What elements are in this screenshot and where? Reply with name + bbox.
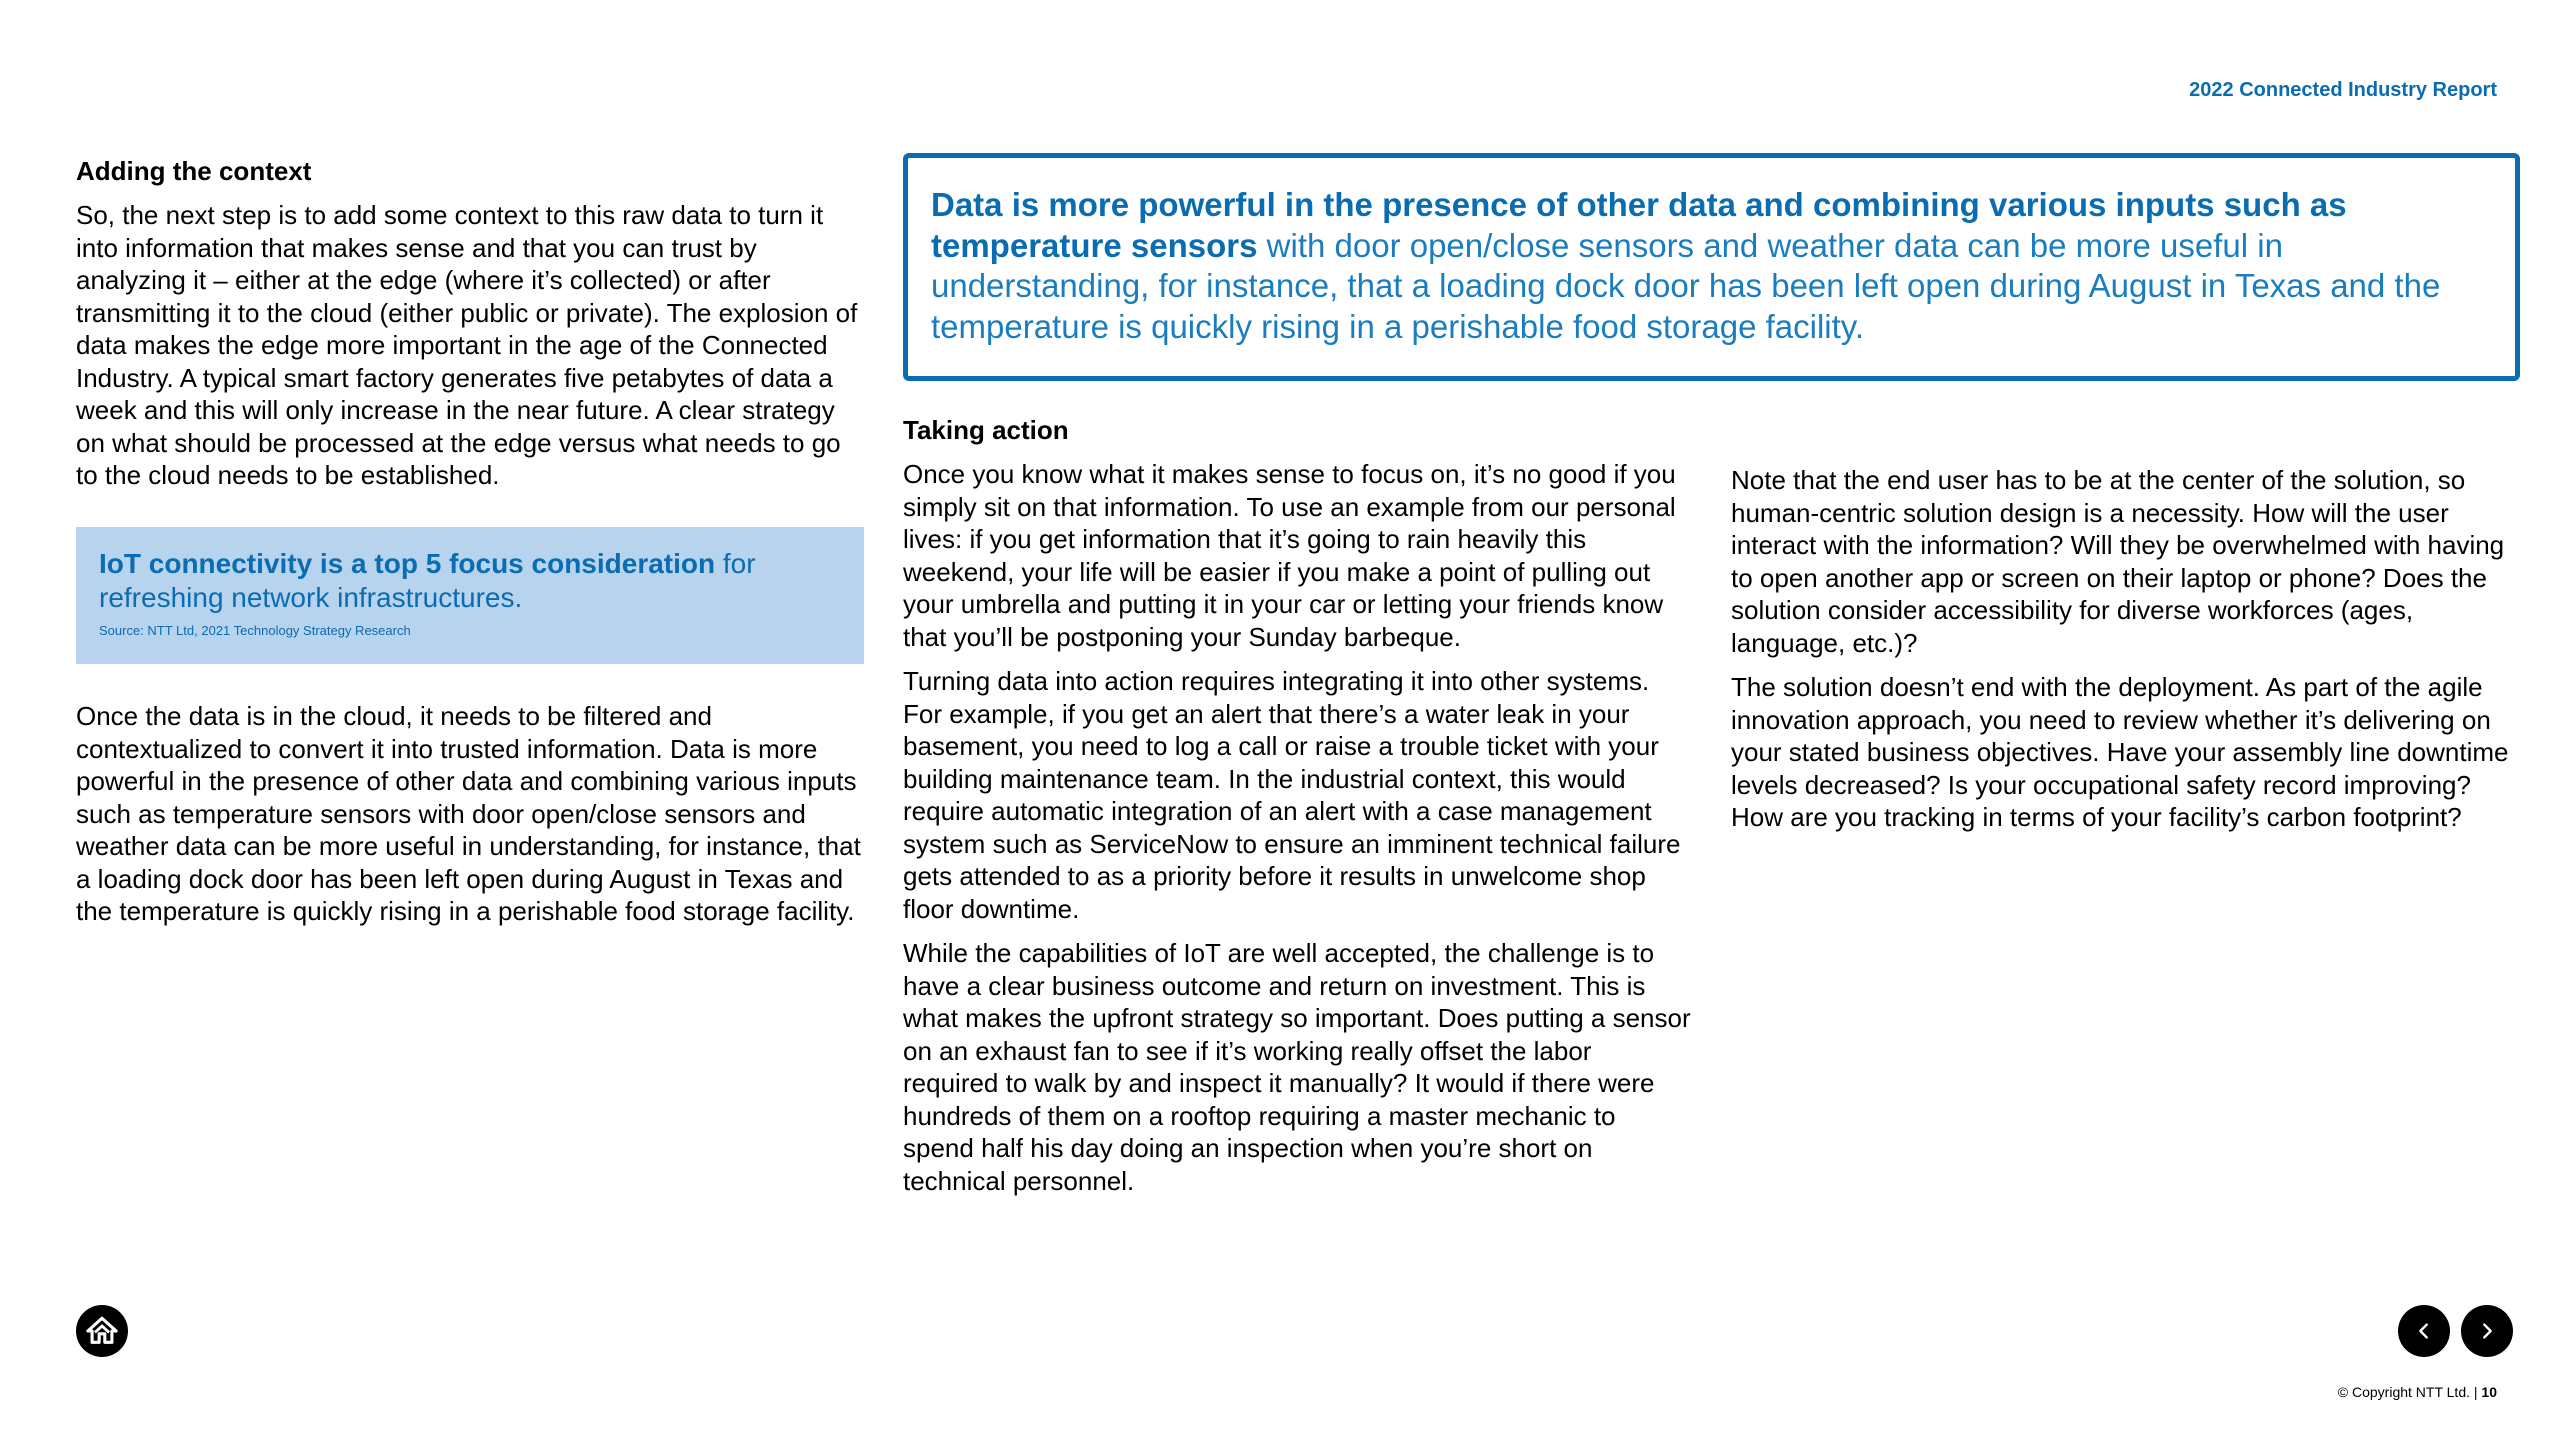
copyright-text: © Copyright NTT Ltd. | — [2337, 1384, 2482, 1400]
body-paragraph: Once you know what it makes sense to focus on, it’s no good if you simply sit on that information. To use an example from our personal lives: if you get information that it’s going to rain heavily this weekend, your life will be easier if you make a point of pulling out your umbrella and putting it in your car or letting your friends know that you’ll be postponing your Sunday barbeque. — [903, 459, 1676, 652]
body-paragraph: The solution doesn’t end with the deployment. As part of the agile innovation approach, you need to review whether it’s delivering on your stated business objectives. Have your assembly line downtime levels decreased? Is your occupational safety record improving? How are you tracking in terms of your facility’s carbon footprint? — [1731, 672, 2509, 832]
body-paragraph: So, the next step is to add some context to this raw data to turn it into information that makes sense and that you can trust by analyzing it – either at the edge (where it’s collected) or after transmitting it to the cloud (either public or private). The explosion of data makes the edge more important in the age of the Connected Industry. A typical smart factory generates five petabytes of data a week and this will only increase in the near future. A clear strategy on what should be processed at the edge versus what needs to go to the cloud needs to be established. — [76, 200, 858, 490]
stat-text-bold: IoT connectivity is a top 5 focus consideration — [99, 548, 716, 579]
pull-quote — [903, 153, 2520, 381]
home-button[interactable] — [76, 1305, 128, 1357]
stat-source: Source: NTT Ltd, 2021 Technology Strategy Research — [99, 623, 411, 638]
pull-quote-text — [931, 185, 2492, 347]
footer — [2338, 1384, 2497, 1400]
chevron-right-icon — [2476, 1320, 2498, 1342]
section-human-centric — [1731, 464, 2521, 846]
body-paragraph: Turning data into action requires integrating it into other systems. For example, if you get an alert that there’s a water leak in your basement, you need to log a call or raise a trouble ticket with your building maintenance team. In the industrial context, this would require automatic integration of an alert with a case management system such as ServiceNow to ensure an imminent technical failure gets attended to as a priority before it results in unwelcome shop floor downtime. — [903, 666, 1681, 924]
previous-page-button[interactable] — [2398, 1305, 2450, 1357]
pull-quote-rest: with door open/close sensors and weather data can be more useful in understanding, for instance, that a loading dock door has been left open during August in Texas and the temperature is quickly rising in a perishable food storage facility. — [931, 226, 2441, 345]
section-cloud-paragraph — [76, 700, 876, 940]
section-adding-context — [76, 155, 866, 504]
body-paragraph: While the capabilities of IoT are well accepted, the challenge is to have a clear business outcome and return on investment. This is what makes the upfront strategy so important. Does putting a sensor on an exhaust fan to see if it’s working really offset the labor required to walk by and inspect it manually? It would if there were hundreds of them on a rooftop requiring a master mechanic to spend half his day doing an inspection when you’re short on technical personnel. — [903, 938, 1691, 1196]
chevron-left-icon — [2413, 1320, 2435, 1342]
pull-quote-bold: Data is more powerful in the presence of other data and combining various inputs such as temperature sensors — [931, 186, 2347, 264]
home-icon — [85, 1314, 119, 1348]
section-heading: Taking action — [903, 415, 1069, 445]
next-page-button[interactable] — [2461, 1305, 2513, 1357]
report-title: 2022 Connected Industry Report — [2189, 79, 2497, 101]
body-paragraph: Once the data is in the cloud, it needs to be filtered and contextualized to convert it into trusted information. Data is more powerful in the presence of other data and combining various inputs such as temperature sensors with door open/close sensors and weather data can be more useful in understanding, for instance, that a loading dock door has been left open during August in Texas and the temperature is quickly rising in a perishable food storage facility. — [76, 701, 861, 926]
page-number: 10 — [2481, 1384, 2497, 1400]
section-taking-action — [903, 414, 1693, 1209]
stat-text — [99, 547, 841, 615]
stat-callout — [76, 527, 864, 664]
section-heading: Adding the context — [76, 156, 312, 186]
body-paragraph: Note that the end user has to be at the center of the solution, so human-centric solution design is a necessity. How will the user interact with the information? Will they be overwhelmed with having to open another app or screen on their laptop or phone? Does the solution consider accessibility for diverse workforces (ages, language, etc.)? — [1731, 465, 2505, 658]
stat-text-rest: for refreshing network infrastructures. — [99, 548, 756, 613]
